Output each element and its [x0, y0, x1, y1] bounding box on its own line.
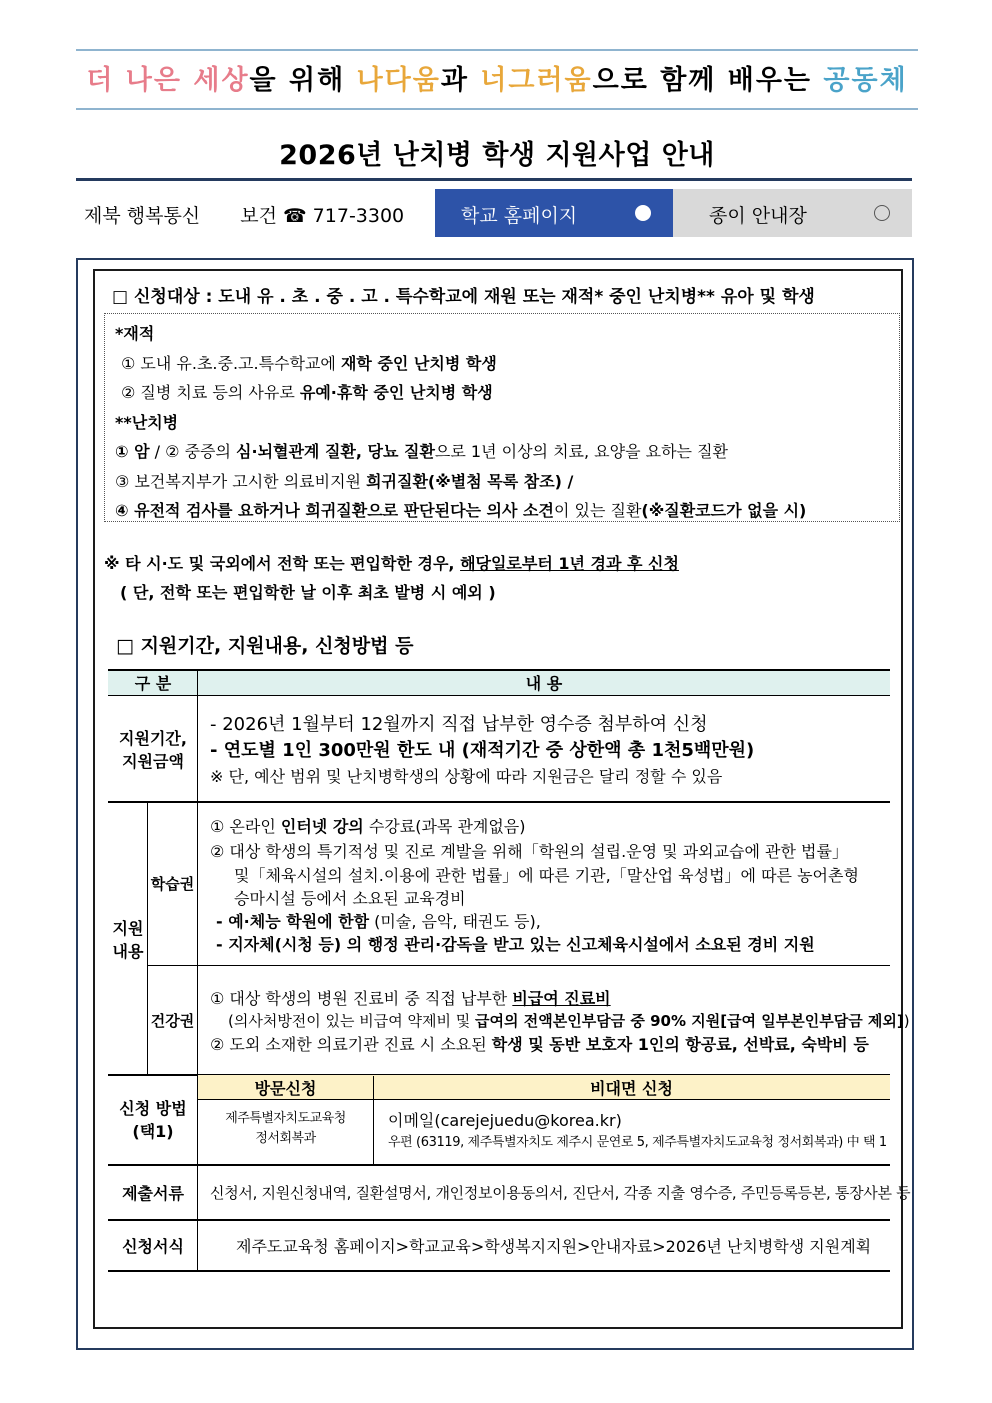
school-homepage-label: 학교 홈페이지: [461, 205, 578, 227]
learning-line-4: 승마시설 등에서 소요된 교육경비: [234, 889, 466, 908]
school-homepage-option[interactable]: [435, 189, 673, 237]
slogan-segment: 나다움: [356, 65, 441, 96]
empty-circle-icon: [874, 205, 890, 221]
slogan-segment: 공동체: [823, 65, 908, 96]
enroll-title: *재적: [115, 324, 155, 343]
document-title: 2026년 난치병 학생 지원사업 안내: [279, 140, 715, 171]
disease-item-4: ④ 유전적 검사를 요하거나 희귀질환으로 판단된다는 의사 소견이 있는 질환(※질환코드가 없을 시): [115, 501, 807, 520]
content-subcol-divider: [147, 803, 148, 1075]
learning-line-1: ① 온라인 인터넷 강의 수강료(과목 관계없음): [210, 817, 526, 836]
slogan-segment: 너그러움: [480, 65, 593, 96]
table-top-rule: [108, 669, 890, 671]
forms-label: 신청서식: [122, 1237, 184, 1256]
period-line-1: - 2026년 1월부터 12월까지 직접 납부한 영수증 첨부하여 신청: [210, 714, 708, 735]
apply-label: 신청 방법 (택1): [119, 1099, 187, 1141]
slogan: [76, 58, 918, 97]
learning-line-3: 및「체육시설의 설치.이용에 관한 법률」에 따른 기관,「말산업 육성법」에 따른 농어촌형: [234, 866, 859, 885]
paper-notice-label: 종이 안내장: [709, 205, 807, 227]
slogan-segment: 으로 함께 배우는: [592, 65, 824, 96]
slogan-segment: 과: [440, 65, 481, 96]
disease-item-3: ③ 보건복지부가 고시한 의료비지원 희귀질환(※별첨 목록 참조) /: [115, 471, 574, 491]
support-heading: □ 지원기간, 지원내용, 신청방법 등: [116, 635, 414, 657]
eligibility-details: [104, 313, 900, 522]
health-line-1: ① 대상 학생의 병원 진료비 중 직접 납부한 비급여 진료비: [210, 989, 611, 1008]
remote-post: 우편 (63119, 제주특별자치도 제주시 문연로 5, 제주특별자치도교육청 정서회복과) 中 택 1: [388, 1135, 887, 1150]
remote-email[interactable]: 이메일(carejejuedu@korea.kr): [388, 1111, 622, 1130]
slogan-segment: 더 나은 세상: [86, 65, 250, 96]
visit-place: 제주특별자치도교육청 정서회복과: [225, 1111, 346, 1146]
learning-line-6: - 지자체(시청 등) 의 행정 관리·감독을 받고 있는 신고체육시설에서 소요된 경비 지원: [216, 935, 815, 954]
eligibility-heading: □ 신청대상 : 도내 유 . 초 . 중 . 고 . 특수학교에 재원 또는 재적* 중인 난치병** 유아 및 학생: [112, 287, 815, 307]
content-label: 지원 내용: [112, 919, 144, 961]
period-line-2: - 연도별 1인 300만원 한도 내 (재적기간 중 상한액 총 1천5백만원): [210, 740, 755, 761]
paper-notice-option[interactable]: [673, 189, 912, 237]
table-bottom-rule: [108, 1270, 890, 1272]
period-line-3: ※ 단, 예산 범위 및 난치병학생의 상황에 따라 지원금은 달리 정할 수 있음: [210, 767, 723, 786]
health-label: 건강권: [150, 1012, 195, 1030]
learning-bottom-rule: [148, 965, 890, 966]
period-label: 지원기간, 지원금액: [119, 729, 187, 771]
health-line-2: (의사처방전이 있는 비급여 약제비 및 급여의 전액본인부담금 중 90% 지원[급여 일부본인부담금 제외]): [228, 1012, 910, 1030]
col-content-header: 내 용: [525, 674, 563, 693]
transfer-note-line1: ※ 타 시·도 및 국외에서 전학 또는 편입학한 경우, 해당일로부터 1년 경과 후 신청: [104, 554, 679, 573]
slogan-segment: 을 위해: [249, 65, 357, 96]
learning-line-2: ② 대상 학생의 특기적성 및 진로 계발을 위해「학원의 설립.운영 및 과외교습에 관한 법률」: [210, 842, 848, 861]
info-bar: [76, 189, 912, 237]
health-line-3: ② 도외 소재한 의료기관 진료 시 소요된 학생 및 동반 보호자 1인의 항공료, 선박료, 숙박비 등: [210, 1035, 869, 1054]
newsletter-name: 제북 행복통신: [84, 205, 201, 227]
apply-bottom-rule: [108, 1164, 890, 1166]
disease-title: **난치병: [115, 412, 179, 432]
learning-line-5: - 예·체능 학원에 한함 (미술, 음악, 태권도 등),: [216, 912, 541, 931]
forms-text: 제주도교육청 홈페이지>학교교육>학생복지지원>안내자료>2026년 난치병학생 지원계획: [236, 1237, 872, 1256]
enroll-item-2: ② 질병 치료 등의 사유로 유예·휴학 중인 난치병 학생: [121, 383, 493, 402]
filled-circle-icon: [635, 205, 651, 221]
disease-item-1: ① 암 / ② 중증의 심·뇌혈관계 질환, 당뇨 질환으로 1년 이상의 치료, 요양을 요하는 질환: [115, 442, 728, 461]
visit-header: 방문신청: [254, 1079, 317, 1098]
header-bottom-rule: [108, 695, 890, 696]
contact-phone: 보건 ☎ 717-3300: [240, 205, 405, 227]
slogan-bottom-rule: [76, 108, 918, 110]
learning-label: 학습권: [150, 875, 195, 893]
enroll-item-1: ① 도내 유.초.중.고.특수학교에 재학 중인 난치병 학생: [121, 353, 497, 373]
col-category-header: 구 분: [134, 674, 172, 693]
remote-header: 비대면 신청: [590, 1079, 673, 1098]
title-rule: [76, 178, 912, 181]
docs-bottom-rule: [108, 1219, 890, 1221]
info-left: [84, 201, 438, 228]
top-rule: [76, 49, 918, 51]
period-bottom-rule: [108, 801, 890, 803]
docs-label: 제출서류: [122, 1184, 184, 1203]
docs-text: 신청서, 지원신청내역, 질환설명서, 개인정보이용동의서, 진단서, 각종 지출 영수증, 주민등록등본, 통장사본 등: [210, 1184, 911, 1202]
transfer-note-line2: ( 단, 전학 또는 편입학한 날 이후 최초 발병 시 예외 ): [120, 583, 496, 602]
